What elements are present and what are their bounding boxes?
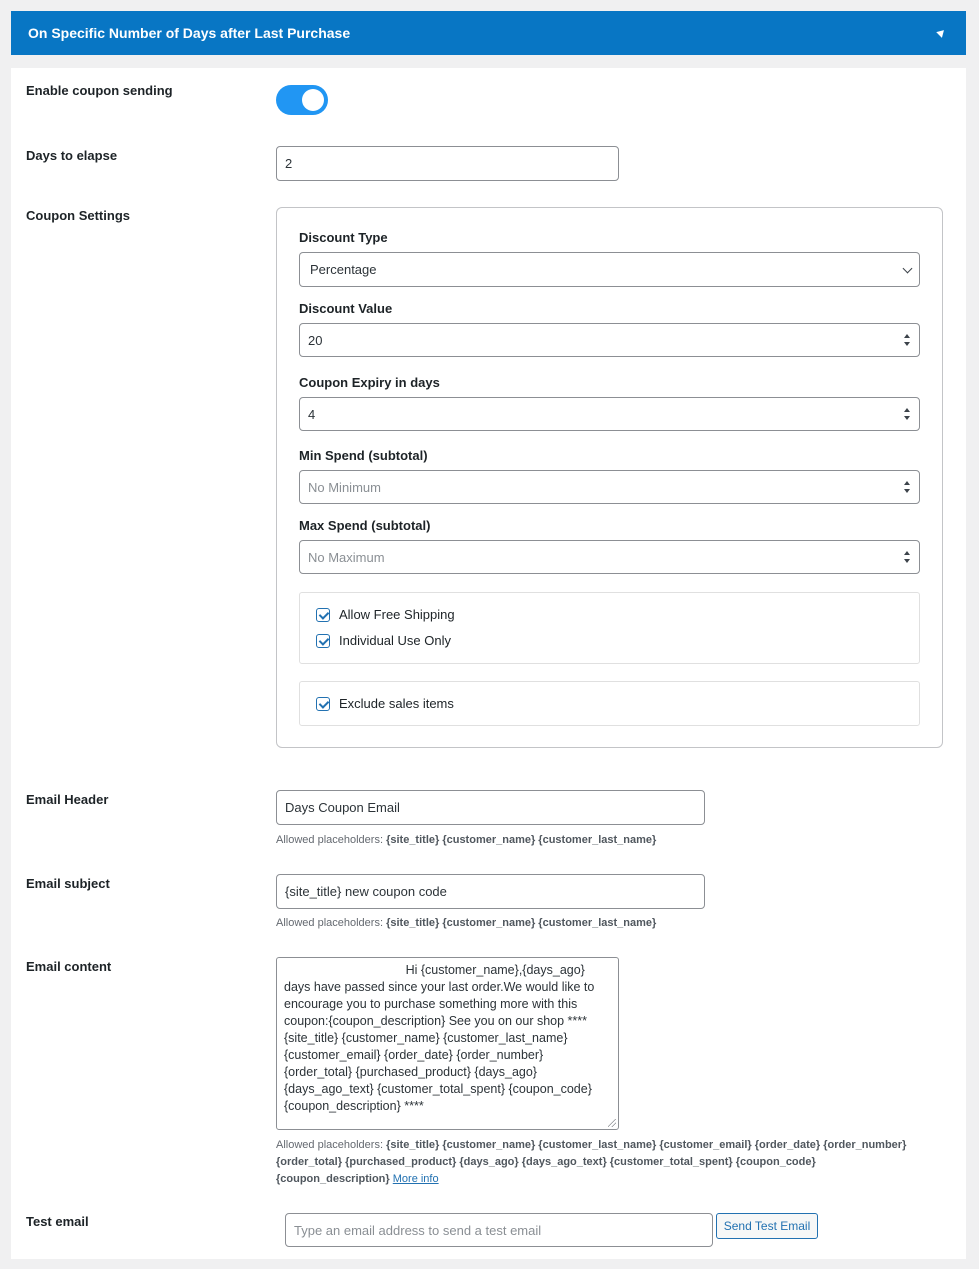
discount-value-text: 20 (308, 332, 323, 348)
days-to-elapse-label: Days to elapse (26, 148, 118, 163)
email-content-help (276, 1137, 906, 1188)
send-test-email-button[interactable]: Send Test Email (716, 1213, 818, 1239)
help-placeholders-3: {coupon_description} (276, 1173, 390, 1185)
exclude-sales-option[interactable] (316, 696, 454, 711)
help-prefix: Allowed placeholders: (276, 834, 384, 846)
number-spinner-icon[interactable] (903, 405, 911, 423)
help-prefix: Allowed placeholders: (276, 917, 384, 929)
max-spend-input[interactable] (299, 540, 920, 574)
help-placeholders-1: {site_title} {customer_name} {customer_last_name} {customer_email} {order_date} {order_number} (386, 1139, 907, 1151)
discount-type-value: Percentage (310, 262, 377, 277)
discount-type-label: Discount Type (299, 230, 388, 245)
help-placeholders: {site_title} {customer_name} {customer_last_name} (386, 917, 657, 929)
test-email-input[interactable]: Type an email address to send a test email (285, 1213, 713, 1247)
discount-value-input[interactable] (299, 323, 920, 357)
collapse-caret-icon[interactable] (936, 30, 946, 39)
individual-use-label[interactable]: Individual Use Only (339, 633, 451, 648)
coupon-expiry-input[interactable] (299, 397, 920, 431)
exclude-sales-checkbox[interactable] (316, 697, 330, 711)
individual-use-checkbox[interactable] (316, 634, 330, 648)
number-spinner-icon[interactable] (903, 478, 911, 496)
toggle-knob (302, 89, 324, 111)
discount-type-select[interactable] (299, 252, 920, 287)
email-content-text: Hi {customer_name},{days_ago} days have passed since your last order.We would like to encourage you to purchase something more with this coupon:{coupon_description} See you on our shop **** {site_title} {customer_name} {customer_last_name} {customer_email} {order_date} {order_number} {order_total} {purchased_product} {days_ago} {days_ago_text} {customer_total_spent} {coupon_code} {coupon_description} **** (284, 963, 595, 1113)
max-spend-placeholder: No Maximum (308, 549, 385, 565)
coupon-expiry-text: 4 (308, 406, 316, 422)
section-header[interactable] (11, 11, 966, 55)
individual-use-option[interactable] (316, 633, 451, 648)
number-spinner-icon[interactable] (903, 548, 911, 566)
number-spinner-icon[interactable] (903, 331, 911, 349)
email-content-label: Email content (26, 959, 112, 974)
email-header-label: Email Header (26, 792, 109, 807)
min-spend-label: Min Spend (subtotal) (299, 448, 428, 463)
help-line-1 (276, 1137, 906, 1154)
free-shipping-option[interactable] (316, 607, 455, 622)
help-placeholders-2: {order_total} {purchased_product} {days_ago} {days_ago_text} {customer_total_spent} {coupon_code} (276, 1156, 816, 1168)
coupon-settings-box (276, 207, 943, 748)
coupon-settings-label: Coupon Settings (26, 208, 130, 223)
min-spend-input[interactable] (299, 470, 920, 504)
max-spend-label: Max Spend (subtotal) (299, 518, 431, 533)
email-header-help (276, 832, 656, 849)
email-subject-label: Email subject (26, 876, 110, 891)
resize-grip-icon[interactable] (608, 1119, 616, 1127)
help-line-2 (276, 1154, 906, 1171)
enable-coupon-label: Enable coupon sending (26, 83, 173, 98)
email-subject-input[interactable]: {site_title} new coupon code (276, 874, 705, 909)
email-header-input[interactable]: Days Coupon Email (276, 790, 705, 825)
section-title: On Specific Number of Days after Last Purchase (28, 25, 351, 41)
test-email-label: Test email (26, 1214, 89, 1229)
coupon-expiry-label: Coupon Expiry in days (299, 375, 440, 390)
help-prefix: Allowed placeholders: (276, 1139, 384, 1151)
help-placeholders: {site_title} {customer_name} {customer_last_name} (386, 834, 657, 846)
more-info-link[interactable]: More info (392, 1173, 439, 1185)
exclude-sales-group (299, 681, 920, 726)
exclude-sales-label[interactable]: Exclude sales items (339, 696, 454, 711)
discount-value-label: Discount Value (299, 301, 393, 316)
free-shipping-label[interactable]: Allow Free Shipping (339, 607, 455, 622)
days-to-elapse-input[interactable]: 2 (276, 146, 619, 181)
free-shipping-checkbox[interactable] (316, 608, 330, 622)
email-subject-help (276, 915, 656, 932)
email-content-textarea[interactable] (276, 957, 619, 1130)
help-line-3 (276, 1171, 906, 1188)
coupon-options-group (299, 592, 920, 664)
min-spend-placeholder: No Minimum (308, 479, 381, 495)
enable-coupon-toggle[interactable] (276, 85, 328, 115)
chevron-down-icon (903, 263, 913, 273)
settings-panel (11, 68, 966, 1259)
